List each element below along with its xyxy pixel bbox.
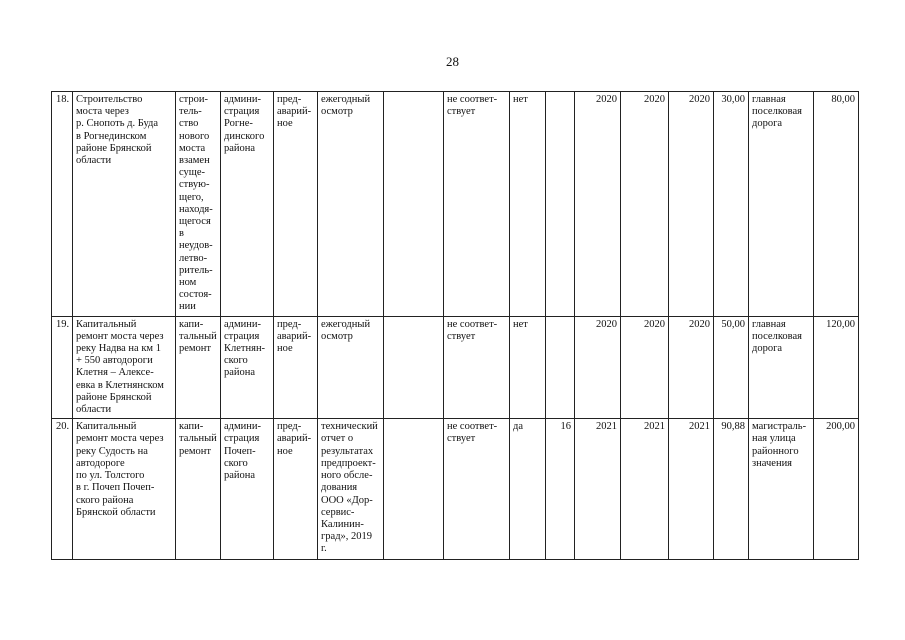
amount: 50,00 xyxy=(714,316,749,419)
condition: пред- аварий- ное xyxy=(274,92,318,317)
inspection-basis: ежегодный осмотр xyxy=(318,316,384,419)
condition: пред- аварий- ное xyxy=(274,419,318,560)
work-type: капи- тальный ремонт xyxy=(176,419,221,560)
inspection-basis: ежегодный осмотр xyxy=(318,92,384,317)
work-type: капи- тальный ремонт xyxy=(176,316,221,419)
work-type: строи- тель- ство нового моста взамен суще- ствую- щего, находя- щегося в неудов- летво- ритель- ном состоя- нии xyxy=(176,92,221,317)
total: 120,00 xyxy=(814,316,859,419)
year-2: 2021 xyxy=(621,419,669,560)
total: 200,00 xyxy=(814,419,859,560)
count xyxy=(546,92,575,317)
amount: 90,88 xyxy=(714,419,749,560)
year-2: 2020 xyxy=(621,316,669,419)
compliance: не соответ- ствует xyxy=(444,419,510,560)
flag: да xyxy=(510,419,546,560)
object-name: Строительство моста через р. Снопоть д. Буда в Рогнединском районе Брянской области xyxy=(73,92,176,317)
inspection-basis: технический отчет о результатах предпроект- ного обсле- дования ООО «Дор- сервис- Калинин- град», 2019 г. xyxy=(318,419,384,560)
total: 80,00 xyxy=(814,92,859,317)
owner: админи- страция Клетнян- ского района xyxy=(221,316,274,419)
flag: нет xyxy=(510,316,546,419)
row-number: 20. xyxy=(52,419,73,560)
owner: админи- страция Почеп- ского района xyxy=(221,419,274,560)
compliance: не соответ- ствует xyxy=(444,92,510,317)
extra-cell xyxy=(384,419,444,560)
year-1: 2020 xyxy=(575,316,621,419)
object-name: Капитальный ремонт моста через реку Надва на км 1 + 550 автодороги Клетня – Алексе- евка в Клетнянском районе Брянской области xyxy=(73,316,176,419)
road-class: главная поселковая дорога xyxy=(749,316,814,419)
condition: пред- аварий- ное xyxy=(274,316,318,419)
bridge-register-table xyxy=(51,91,859,560)
owner: админи- страция Рогне- динского района xyxy=(221,92,274,317)
compliance: не соответ- ствует xyxy=(444,316,510,419)
year-1: 2021 xyxy=(575,419,621,560)
amount: 30,00 xyxy=(714,92,749,317)
extra-cell xyxy=(384,92,444,317)
year-3: 2021 xyxy=(669,419,714,560)
extra-cell xyxy=(384,316,444,419)
year-3: 2020 xyxy=(669,92,714,317)
page-number: 28 xyxy=(446,54,459,69)
road-class: главная поселковая дорога xyxy=(749,92,814,317)
table-row xyxy=(52,316,859,419)
road-class: магистраль- ная улица районного значения xyxy=(749,419,814,560)
row-number: 18. xyxy=(52,92,73,317)
row-number: 19. xyxy=(52,316,73,419)
year-3: 2020 xyxy=(669,316,714,419)
object-name: Капитальный ремонт моста через реку Судость на автодороге по ул. Толстого в г. Почеп Почеп- ского района Брянской области xyxy=(73,419,176,560)
year-1: 2020 xyxy=(575,92,621,317)
year-2: 2020 xyxy=(621,92,669,317)
table-row xyxy=(52,419,859,560)
flag: нет xyxy=(510,92,546,317)
table-row xyxy=(52,92,859,317)
count: 16 xyxy=(546,419,575,560)
count xyxy=(546,316,575,419)
